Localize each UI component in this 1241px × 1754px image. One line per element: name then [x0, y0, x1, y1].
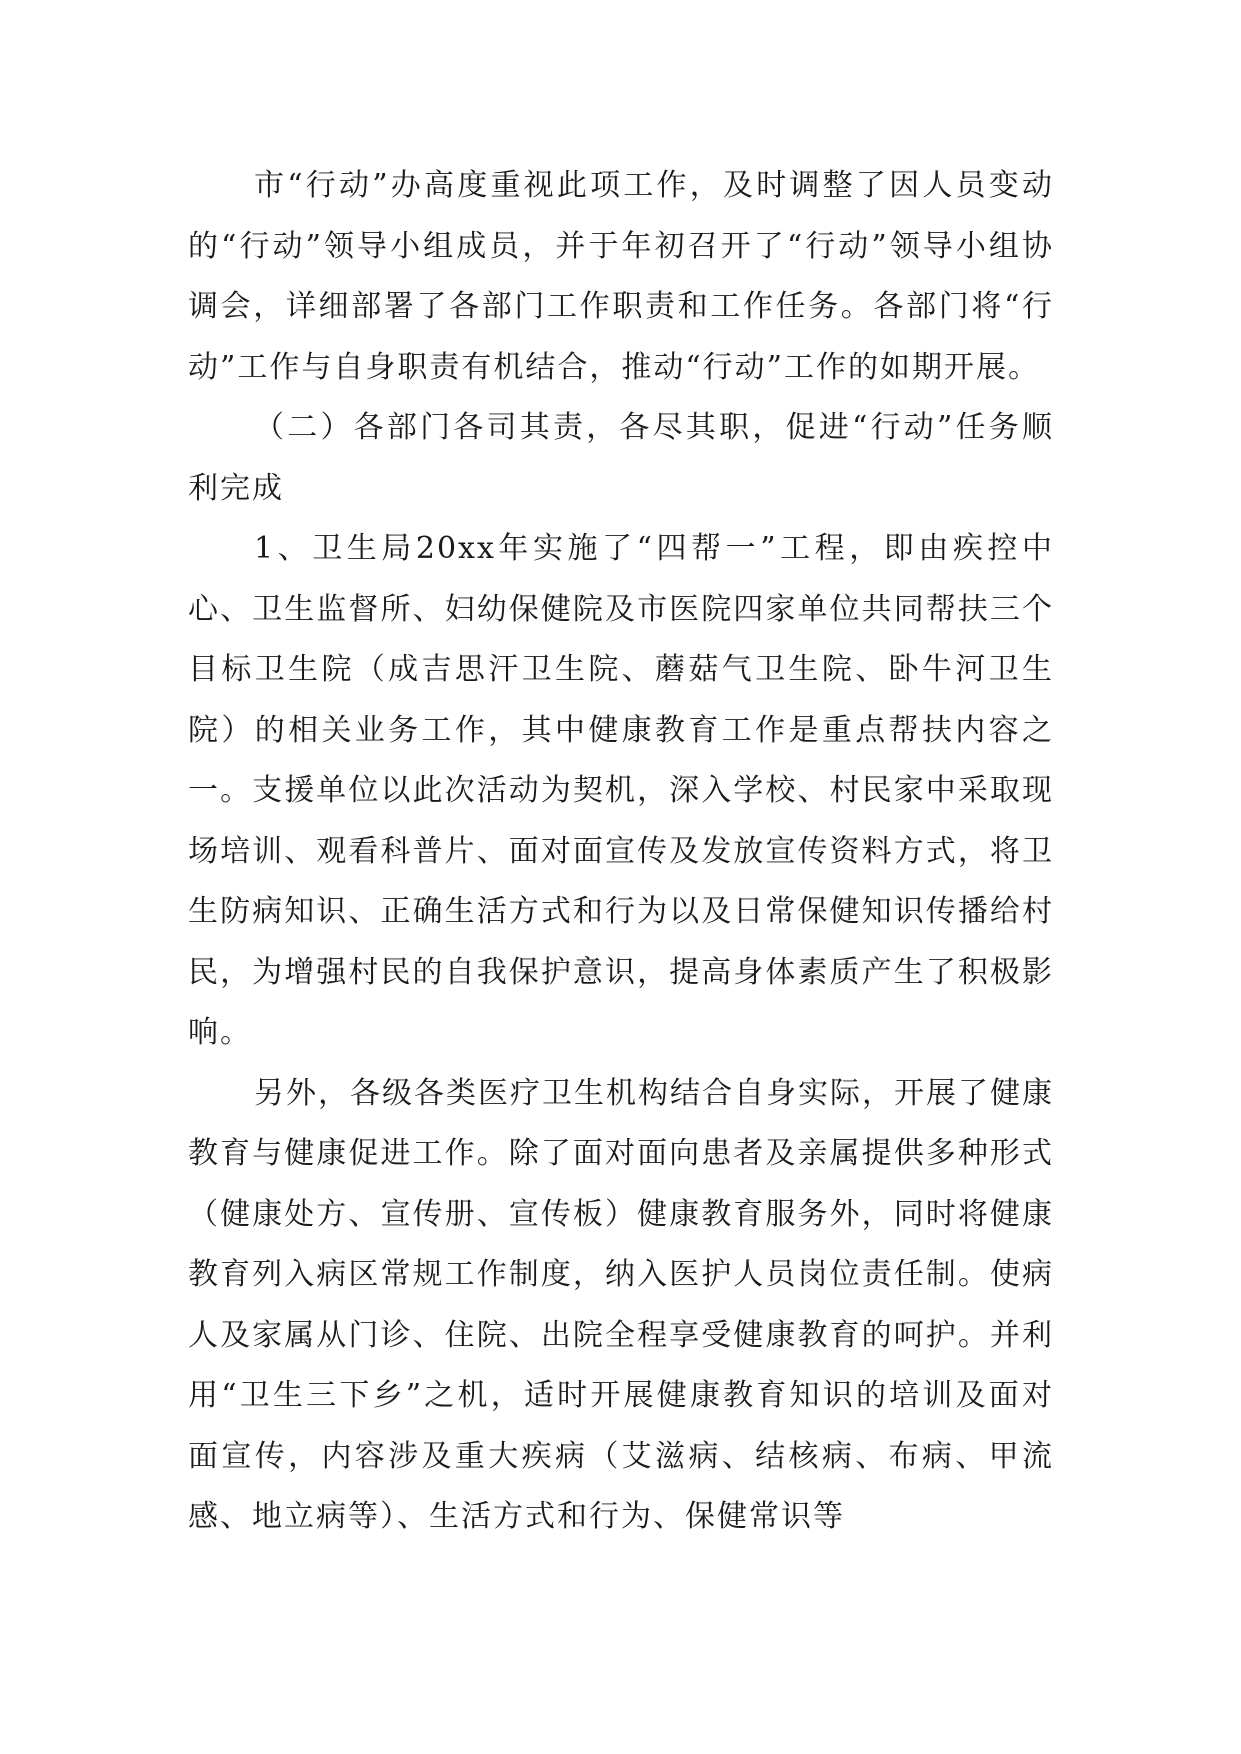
paragraph-health-bureau: 1、卫生局20xx年实施了“四帮一”工程，即由疾控中心、卫生监督所、妇幼保健院及市医院四家单位共同帮扶三个目标卫生院（成吉思汗卫生院、蘑菇气卫生院、卧牛河卫生院）的相关业务工作，其中健康教育工作是重点帮扶内容之一。支援单位以此次活动为契机，深入学校、村民家中采取现场培训、观看科普片、面对面宣传及发放宣传资料方式，将卫生防病知识、正确生活方式和行为以及日常保健知识传播给村民，为增强村民的自我保护意识，提高身体素质产生了积极影响。: [188, 531, 1054, 1050]
document-body: [188, 156, 1054, 1548]
paragraph-medical-institutions: 另外，各级各类医疗卫生机构结合自身实际，开展了健康教育与健康促进工作。除了面对面向患者及亲属提供多种形式（健康处方、宣传册、宣传板）健康教育服务外，同时将健康教育列入病区常规工作制度，纳入医护人员岗位责任制。使病人及家属从门诊、住院、出院全程享受健康教育的呵护。并利用“卫生三下乡”之机，适时开展健康教育知识的培训及面对面宣传，内容涉及重大疾病（艾滋病、结核病、布病、甲流感、地立病等）、生活方式和行为、保健常识等: [188, 1075, 1054, 1534]
section-heading-2: （二）各部门各司其责，各尽其职，促进“行动”任务顺利完成: [188, 410, 1054, 506]
paragraph-work-arrangement: 市“行动”办高度重视此项工作，及时调整了因人员变动的“行动”领导小组成员，并于年初召开了“行动”领导小组协调会，详细部署了各部门工作职责和工作任务。各部门将“行动”工作与自身职责有机结合，推动“行动”工作的如期开展。: [188, 168, 1054, 385]
